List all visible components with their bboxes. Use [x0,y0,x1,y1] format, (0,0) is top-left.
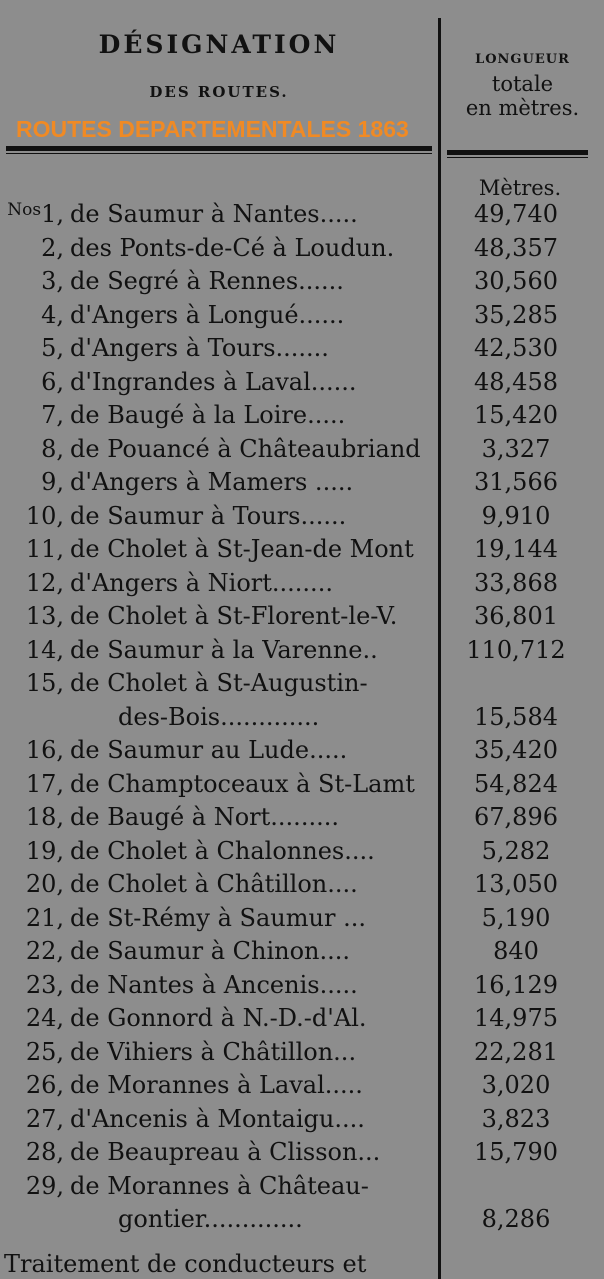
route-length: 14,975 [474,1004,558,1032]
longueur-header [441,48,604,120]
route-length: 19,144 [474,535,558,563]
route-length: 15,790 [474,1138,558,1166]
route-number-value: 5, [41,334,64,362]
header-rule-right [447,150,588,155]
route-number-value: 17, [25,769,64,798]
route-number-value: 13, [25,602,64,630]
longueur-label: LONGUEUR [475,52,570,67]
table-row [0,703,604,737]
route-designation: d'Angers à Niort........ [70,568,333,597]
route-length: 3,823 [481,1104,551,1133]
route-number-value: 19, [25,836,64,865]
table-row [0,1172,604,1206]
route-number [41,234,64,262]
route-number [26,636,64,664]
route-number-value: 10, [25,501,64,530]
table-row [0,234,604,268]
route-designation: de Baugé à la Loire..... [70,401,346,429]
route-number [26,1172,64,1200]
route-number [41,368,64,396]
en-metres-label: en mètres. [465,96,580,120]
route-number-value: 18, [25,803,64,831]
header-rule-left-thin [6,153,432,154]
route-length: 3,327 [481,434,551,463]
route-designation: de Beaupreau à Clisson... [70,1138,381,1166]
header-rule-left [6,146,432,151]
table-row [0,569,604,603]
route-number-value: 8, [41,434,64,463]
route-number-value: 28, [25,1138,64,1166]
table-row [0,1105,604,1139]
route-designation: de Cholet à St-Augustin- [70,669,368,697]
route-number [26,602,64,630]
route-designation: de Saumur à Chinon.... [70,937,351,965]
route-length: 48,458 [474,367,558,396]
route-number-value: 2, [41,233,64,262]
route-designation: de Morannes à Laval..... [70,1071,363,1099]
route-number [26,904,64,932]
route-length: 22,281 [474,1037,558,1066]
route-number [41,401,64,429]
designation-title: DÉSIGNATION [98,30,340,59]
route-designation: de Cholet à Châtillon.... [70,870,358,898]
route-designation: de Saumur au Lude..... [70,736,348,764]
route-length: 49,740 [474,200,558,228]
route-designation: d'Ancenis à Montaigu.... [70,1104,365,1133]
table-row [0,636,604,670]
route-designation: de Nantes à Ancenis..... [70,970,358,999]
route-number [41,301,64,329]
route-number [26,870,64,898]
table-row [0,200,604,234]
route-number [26,1071,64,1099]
route-number [26,535,64,563]
table-row [0,334,604,368]
route-number [26,502,64,530]
route-designation: gontier............. [118,1205,303,1233]
route-length: 15,584 [474,702,558,731]
table-row [0,535,604,569]
route-number-value: 3, [41,267,64,295]
table-row [0,1038,604,1072]
route-designation: de Cholet à St-Jean-de Mont [70,535,414,563]
table-row [0,401,604,435]
route-number [26,1004,64,1032]
route-number-value: 9, [41,468,64,496]
route-designation: de Cholet à Chalonnes.... [70,836,375,865]
route-designation: de Cholet à St-Florent-le-V. [70,602,398,630]
overlay-caption: ROUTES DEPARTEMENTALES 1863 [16,116,409,142]
route-length: 36,801 [474,602,558,630]
route-designation: d'Angers à Tours....... [70,334,329,362]
route-designation: de Saumur à la Varenne.. [70,635,378,664]
table-row [0,971,604,1005]
table-row [0,1071,604,1105]
route-designation: de Saumur à Tours...... [70,501,347,530]
route-designation: de Saumur à Nantes..... [70,200,358,228]
units-label: Mètres. [478,176,562,200]
route-number [26,937,64,965]
table-row [0,803,604,837]
route-number-value: 21, [25,903,64,932]
route-length: 8,286 [481,1205,551,1233]
route-number-prefix: Nos [7,200,42,220]
footer-text: Traitement de conducteurs et [4,1250,367,1278]
table-row [0,736,604,770]
table-row [0,435,604,469]
header-rule-right-thin [447,157,588,158]
route-number [26,569,64,597]
route-designation: de Morannes à Château- [70,1171,369,1200]
table-row [0,937,604,971]
route-number-value: 25, [25,1037,64,1066]
route-length: 9,910 [481,501,551,530]
table-row [0,770,604,804]
designation-header [0,30,438,101]
table-row [0,904,604,938]
route-number-value: 15, [25,669,64,697]
route-designation: de Segré à Rennes...... [70,267,344,295]
route-length: 33,868 [474,568,558,597]
route-number-value: 11, [25,535,64,563]
totale-label: totale [491,72,554,96]
table-row [0,267,604,301]
route-length: 5,190 [481,903,551,932]
route-length: 15,420 [474,401,558,429]
route-number-value: 4, [41,300,64,329]
route-designation: de Champtoceaux à St-Lamt [70,769,415,798]
route-number [26,971,64,999]
route-number-value: 20, [25,870,64,898]
table-row [0,837,604,871]
table-row [0,1205,604,1239]
routes-table [0,200,604,1239]
route-number-value: 24, [25,1004,64,1032]
route-length: 31,566 [474,468,558,496]
table-row [0,669,604,703]
route-length: 54,824 [474,769,558,798]
table-row [0,468,604,502]
route-number [41,267,64,295]
route-designation: de Vihiers à Châtillon... [70,1037,357,1066]
route-number [7,200,64,228]
route-designation: de Pouancé à Châteaubriand [70,434,421,463]
route-number [26,770,64,798]
route-number-value: 16, [25,736,64,764]
route-number-value: 14, [25,635,64,664]
route-designation: de Baugé à Nort......... [70,803,339,831]
des-routes-subtitle: DES ROUTES. [149,83,289,101]
route-designation: des-Bois............. [118,702,320,731]
route-designation: d'Ingrandes à Laval...... [70,367,357,396]
route-length: 30,560 [474,267,558,295]
route-designation: d'Angers à Longué...... [70,300,345,329]
route-length: 48,357 [474,233,558,262]
route-length: 42,530 [474,334,558,362]
route-number-value: 27, [25,1104,64,1133]
route-length: 67,896 [474,803,558,831]
route-number [26,1038,64,1066]
route-designation: des Ponts-de-Cé à Loudun. [70,233,395,262]
route-length: 840 [493,937,539,965]
route-length: 13,050 [474,870,558,898]
route-number-value: 1, [41,200,64,228]
table-row [0,602,604,636]
route-number [41,435,64,463]
route-length: 35,420 [474,736,558,764]
route-number-value: 23, [25,970,64,999]
route-length: 110,712 [466,635,566,664]
route-number-value: 6, [41,367,64,396]
route-length: 3,020 [481,1071,551,1099]
table-row [0,301,604,335]
table-row [0,368,604,402]
table-row [0,1004,604,1038]
route-designation: d'Angers à Mamers ..... [70,468,354,496]
route-number [26,803,64,831]
route-length: 5,282 [481,836,551,865]
route-number-value: 29, [25,1171,64,1200]
route-number-value: 12, [25,568,64,597]
route-number [26,837,64,865]
route-number [26,736,64,764]
route-length: 16,129 [474,970,558,999]
route-number [26,1105,64,1133]
route-number-value: 22, [25,937,64,965]
table-row [0,1138,604,1172]
table-row [0,502,604,536]
route-number [41,334,64,362]
route-number [26,669,64,697]
table-row [0,870,604,904]
route-number-value: 7, [41,401,64,429]
route-designation: de Gonnord à N.-D.-d'Al. [70,1004,367,1032]
route-designation: de St-Rémy à Saumur ... [70,903,366,932]
route-number [41,468,64,496]
route-number-value: 26, [25,1071,64,1099]
route-number [26,1138,64,1166]
route-length: 35,285 [474,300,558,329]
